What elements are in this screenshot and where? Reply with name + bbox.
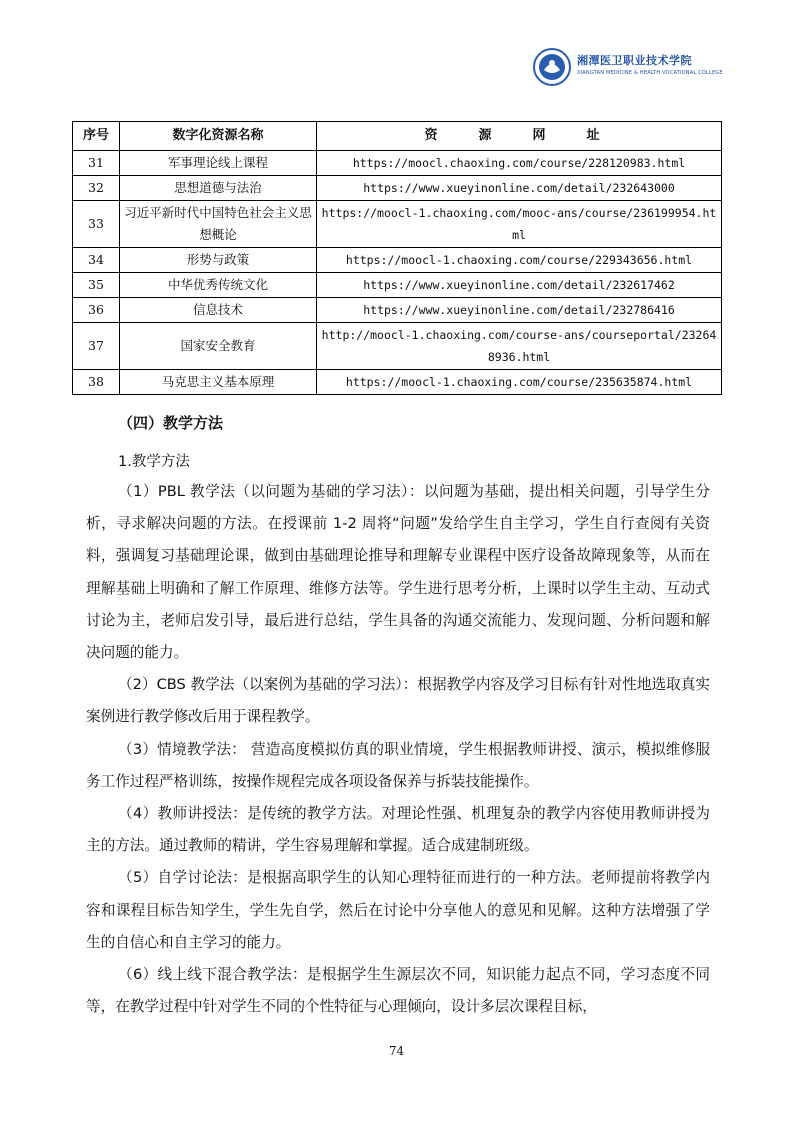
row-url[interactable]: http://moocl-1.chaoxing.com/course-ans/courseportal/232648936.html [317, 323, 722, 370]
row-no: 38 [73, 370, 120, 395]
subsection-title: 1.教学方法 [118, 454, 190, 470]
table-row [73, 273, 722, 298]
row-name: 习近平新时代中国特色社会主义思想概论 [120, 201, 317, 248]
row-url[interactable]: https://moocl-1.chaoxing.com/mooc-ans/course/236199954.html [317, 201, 722, 248]
row-no: 35 [73, 273, 120, 298]
row-url[interactable]: https://www.xueyinonline.com/detail/232643000 [317, 176, 722, 201]
logo-title: 湘潭医卫职业技术学院 [577, 54, 692, 67]
body-text [86, 476, 710, 1023]
paragraph: （5）自学讨论法：是根据高职学生的认知心理特征而进行的一种方法。老师提前将教学内容和课程目标告知学生，学生先自学，然后在讨论中分享他人的意见和见解。这种方法增强了学生的自信心和自主学习的能力。 [86, 869, 710, 951]
row-url[interactable]: https://www.xueyinonline.com/detail/232786416 [317, 298, 722, 323]
row-url[interactable]: https://moocl.chaoxing.com/course/228120983.html [317, 151, 722, 176]
row-name: 信息技术 [120, 298, 317, 323]
paragraph: （6）线上线下混合教学法：是根据学生生源层次不同，知识能力起点不同，学习态度不同等，在教学过程中针对学生不同的个性特征与心理倾向，设计多层次课程目标， [86, 966, 710, 1016]
row-url[interactable]: https://moocl-1.chaoxing.com/course/229343656.html [317, 248, 722, 273]
table-row [73, 201, 722, 248]
row-url[interactable]: https://moocl-1.chaoxing.com/course/235635874.html [317, 370, 722, 395]
header-url: 资 源 网 址 [317, 122, 722, 151]
row-no: 32 [73, 176, 120, 201]
paragraph: （4）教师讲授法：是传统的教学方法。对理论性强、机理复杂的教学内容使用教师讲授为主的方法。通过教师的精讲，学生容易理解和掌握。适合成建制班级。 [86, 805, 710, 855]
logo-subtitle: XIANGTAN MEDICINE & HEALTH VOCATIONAL COLLEGE [577, 70, 723, 76]
table-row [73, 248, 722, 273]
row-no: 36 [73, 298, 120, 323]
row-name: 中华优秀传统文化 [120, 273, 317, 298]
table-row [73, 151, 722, 176]
header-name: 数字化资源名称 [120, 122, 317, 151]
row-no: 33 [73, 201, 120, 248]
table-row [73, 370, 722, 395]
paragraph: （1）PBL 教学法（以问题为基础的学习法）：以问题为基础，提出相关问题，引导学生分析，寻求解决问题的方法。在授课前 1-2 周将“问题”发给学生自主学习，学生自行查阅有关资料，强调复习基础理论课，做到由基础理论推导和理解专业课程中医疗设备故障现象等，从而在理解基础上明确和了解工作原理、维修方法等。学生进行思考分析，上课时以学生主动、互动式讨论为主，老师启发引导，最后进行总结，学生具备的沟通交流能力、发现问题、分析问题和解决问题的能力。 [86, 483, 710, 662]
row-name: 形势与政策 [120, 248, 317, 273]
resource-table [72, 121, 722, 395]
row-url[interactable]: https://www.xueyinonline.com/detail/232617462 [317, 273, 722, 298]
table-row [73, 176, 722, 201]
paragraph: （2）CBS 教学法（以案例为基础的学习法）：根据教学内容及学习目标有针对性地选取真实案例进行教学修改后用于课程教学。 [86, 676, 710, 726]
table-header-row [73, 122, 722, 151]
row-name: 思想道德与法治 [120, 176, 317, 201]
row-name: 军事理论线上课程 [120, 151, 317, 176]
header-no: 序号 [73, 122, 120, 151]
paragraph: （3）情境教学法： 营造高度模拟仿真的职业情境，学生根据教师讲授、演示，模拟维修服务工作过程严格训练，按操作规程完成各项设备保养与拆装技能操作。 [86, 740, 710, 790]
row-name: 国家安全教育 [120, 323, 317, 370]
row-no: 37 [73, 323, 120, 370]
row-no: 31 [73, 151, 120, 176]
row-name: 马克思主义基本原理 [120, 370, 317, 395]
table-row [73, 298, 722, 323]
section-title: （四）教学方法 [118, 414, 224, 432]
page-number: 74 [388, 1044, 405, 1058]
table-row [73, 323, 722, 370]
row-no: 34 [73, 248, 120, 273]
